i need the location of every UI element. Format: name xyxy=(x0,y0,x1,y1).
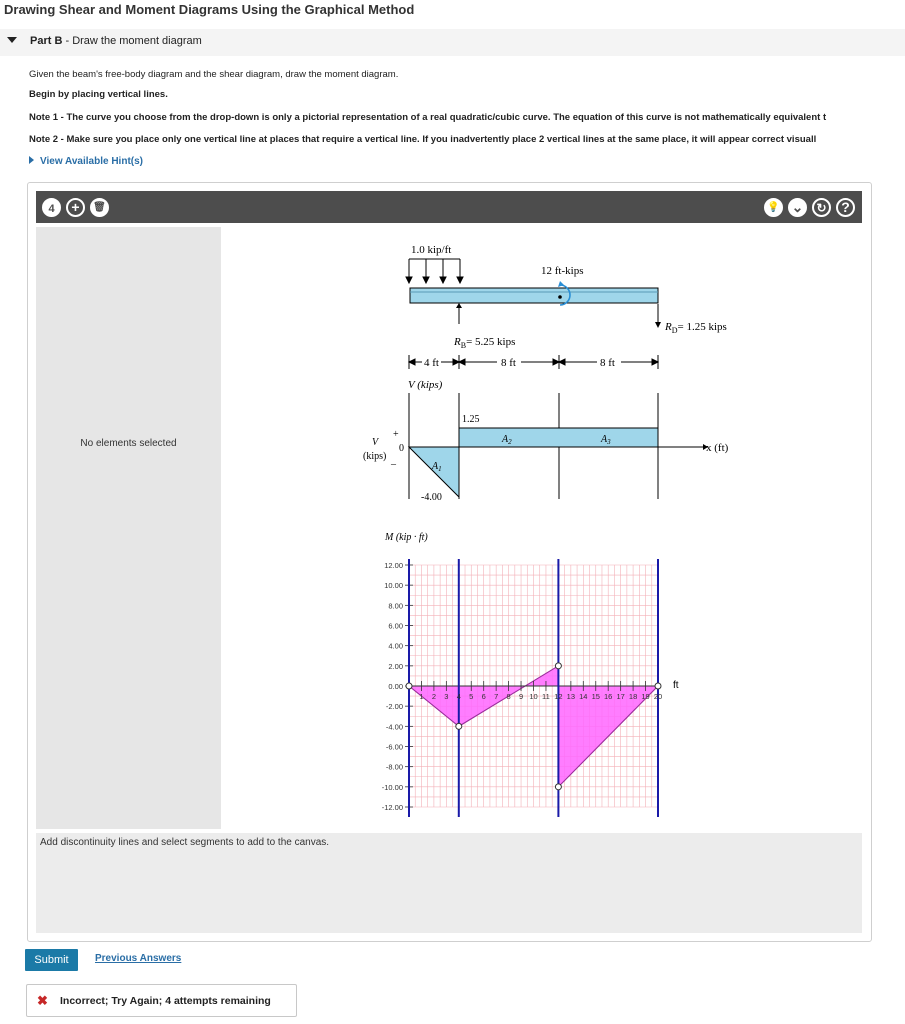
submit-button[interactable]: Submit xyxy=(25,949,78,971)
part-name: Draw the moment diagram xyxy=(72,35,202,47)
add-point-icon: 4 xyxy=(48,203,55,215)
y-tick-label: -2.00 xyxy=(385,702,403,712)
delete-button[interactable] xyxy=(90,198,109,217)
result-feedback xyxy=(26,984,297,1017)
part-title xyxy=(30,35,202,47)
shear-value-pos: 1.25 xyxy=(462,414,480,425)
dropdown-button[interactable] xyxy=(788,198,807,217)
y-tick-label: 2.00 xyxy=(388,661,403,671)
x-tick-label: 10 xyxy=(529,692,538,701)
note-1: Note 1 - The curve you choose from the drop-down is only a pictorial representation of a real quadratic/cubic curve. The equation of this curve is not mathematically equivalent t xyxy=(29,112,827,123)
expand-arrow-icon xyxy=(29,156,34,164)
moment-point[interactable] xyxy=(555,784,561,790)
x-tick-label: 6 xyxy=(481,692,486,701)
x-tick-label: 19 xyxy=(641,692,650,701)
y-tick-labels xyxy=(382,561,403,812)
result-text: Incorrect; Try Again; 4 attempts remaining xyxy=(60,995,271,1007)
x-tick-label: 9 xyxy=(518,692,524,701)
shear-area-a2-a3 xyxy=(459,428,658,447)
chevron-down-icon: ⌄ xyxy=(791,199,804,215)
part-separator: - xyxy=(62,35,73,47)
x-tick-label: 7 xyxy=(494,692,499,701)
toolbar xyxy=(36,191,862,223)
x-tick-label: 8 xyxy=(506,692,511,701)
x-tick-label: 13 xyxy=(566,692,576,701)
shear-area-a1 xyxy=(409,447,459,497)
page-title: Drawing Shear and Moment Diagrams Using the Graphical Method xyxy=(4,2,415,17)
view-hints-link[interactable] xyxy=(29,156,143,167)
rb-label: $R_B= 5.25$ kips xyxy=(454,336,516,350)
plus-icon: + xyxy=(71,199,80,215)
rd-label: $R_D= 1.25$ kips xyxy=(665,321,727,335)
x-tick-label: 17 xyxy=(616,692,625,701)
status-text: Add discontinuity lines and select segments to add to the canvas. xyxy=(40,837,330,848)
incorrect-icon: ✖ xyxy=(37,993,48,1008)
status-bar xyxy=(36,833,862,933)
collapse-arrow-icon[interactable] xyxy=(7,37,17,43)
y-tick-label: 8.00 xyxy=(388,601,403,611)
dim-cd: 8 ft xyxy=(600,357,615,369)
beam xyxy=(410,288,658,303)
x-tick-label: 3 xyxy=(444,692,449,701)
shear-kips-label: (kips) xyxy=(363,451,387,462)
hint-label: View Available Hint(s) xyxy=(40,156,143,167)
reset-button[interactable] xyxy=(812,198,831,217)
shear-x-label: x (ft) xyxy=(706,442,729,454)
reset-icon: ↻ xyxy=(816,201,827,215)
moment-axis-title: M (kip · ft) xyxy=(385,532,428,543)
part-header[interactable] xyxy=(0,29,905,56)
x-tick-label: 14 xyxy=(579,692,588,701)
canvas[interactable] xyxy=(227,227,847,829)
x-tick-label: 15 xyxy=(591,692,600,701)
moment-label: 12 ft-kips xyxy=(541,265,584,277)
help-button[interactable] xyxy=(836,198,855,217)
moment-point[interactable] xyxy=(655,683,661,689)
hint-button[interactable] xyxy=(764,198,783,217)
y-tick-label: -4.00 xyxy=(385,722,403,732)
plus-sign: + xyxy=(393,429,399,440)
shear-zero: 0 xyxy=(399,443,404,454)
x-tick-label: 11 xyxy=(542,692,550,701)
dim-bc: 8 ft xyxy=(501,357,516,369)
y-tick-label: -12.00 xyxy=(381,803,403,812)
x-tick-label: 5 xyxy=(469,692,474,701)
x-tick-label: 20 xyxy=(653,692,663,701)
x-tick-label: 1 xyxy=(419,692,424,701)
minus-sign: _ xyxy=(391,455,396,466)
lightbulb-icon: 💡 xyxy=(767,202,780,213)
reaction-rd-arrow xyxy=(655,304,661,328)
y-tick-label: 6.00 xyxy=(388,621,403,631)
moment-axes xyxy=(405,565,658,807)
moment-point[interactable] xyxy=(555,663,561,669)
y-tick-label: 4.00 xyxy=(388,641,403,651)
part-label: Part B xyxy=(30,35,63,47)
side-panel xyxy=(36,227,221,829)
load-label: 1.0 kip/ft xyxy=(411,244,452,256)
dim-ab: 4 ft xyxy=(424,357,439,369)
trash-icon: 🗑 xyxy=(93,202,106,213)
x-unit-label: ft xyxy=(673,680,679,691)
drawing-tool xyxy=(27,182,872,942)
shear-diagram xyxy=(363,379,729,503)
distributed-load-arrows xyxy=(406,259,463,283)
dimension-lines xyxy=(409,355,658,369)
area-a3-label: $A_3$ xyxy=(601,434,611,446)
x-tick-label: 4 xyxy=(456,692,461,701)
shear-axis-title: V (kips) xyxy=(408,379,443,391)
moment-point[interactable] xyxy=(456,723,462,729)
previous-answers-link[interactable]: Previous Answers xyxy=(95,953,182,964)
add-button[interactable] xyxy=(66,198,85,217)
x-tick-label: 2 xyxy=(431,692,436,701)
y-tick-label: -6.00 xyxy=(385,742,403,752)
moment-point[interactable] xyxy=(406,683,412,689)
area-a1-label: $A_1$ xyxy=(432,461,442,473)
y-tick-label: 12.00 xyxy=(384,561,403,570)
y-tick-label: 0.00 xyxy=(388,682,403,691)
shear-value-neg: -4.00 xyxy=(421,492,442,503)
area-a2-label: $A_2$ xyxy=(502,434,512,446)
note-2: Note 2 - Make sure you place only one vertical line at places that require a vertical line. If you inadvertently place 2 vertical lines at the same place, it will appear correct visuall xyxy=(29,134,817,145)
instruction-intro: Given the beam's free-body diagram and the shear diagram, draw the moment diagram. xyxy=(29,69,399,80)
free-body-diagram xyxy=(406,244,727,369)
y-tick-label: -8.00 xyxy=(385,762,403,772)
x-tick-label: 16 xyxy=(604,692,613,701)
y-tick-label: 10.00 xyxy=(384,581,403,591)
x-tick-label: 12 xyxy=(554,692,563,701)
shear-v-label: V xyxy=(372,437,379,448)
selection-status: No elements selected xyxy=(80,438,177,449)
y-tick-label: -10.00 xyxy=(381,782,403,792)
help-icon: ? xyxy=(841,199,850,215)
diagram-svg[interactable] xyxy=(227,227,847,829)
reaction-rb-arrow xyxy=(456,303,462,324)
instruction-step: Begin by placing vertical lines. xyxy=(29,89,168,100)
add-point-tool-button[interactable] xyxy=(42,198,61,217)
x-tick-label: 18 xyxy=(628,692,638,701)
